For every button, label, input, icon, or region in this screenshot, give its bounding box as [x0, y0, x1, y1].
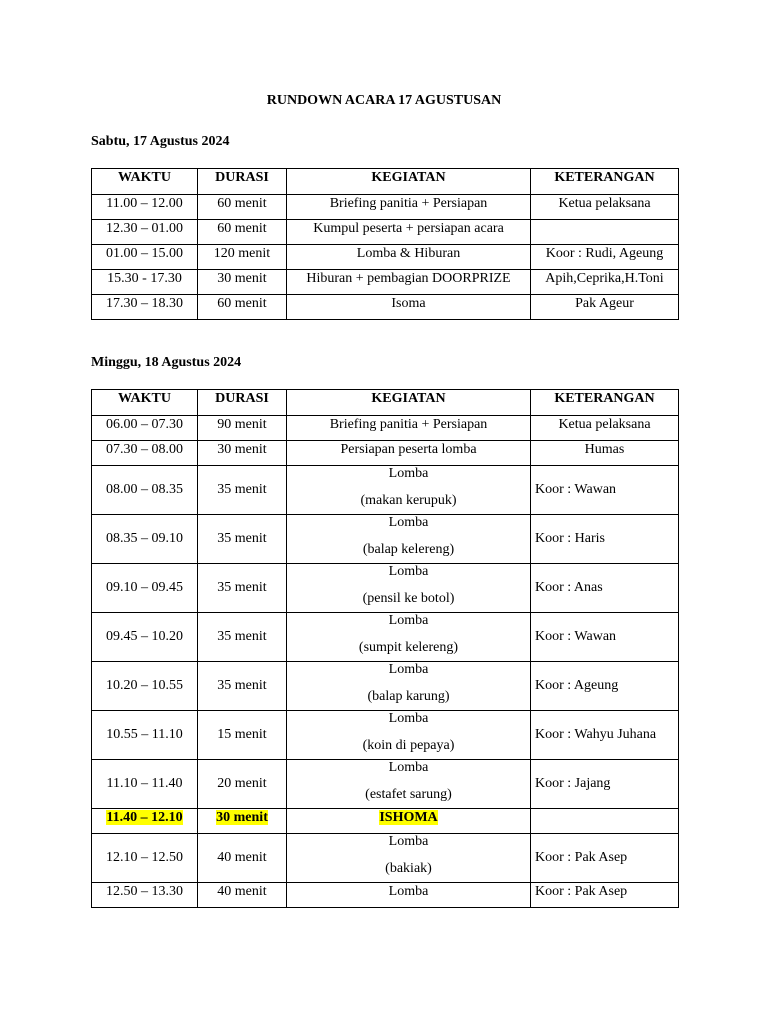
cell-keterangan: Koor : Wawan [531, 466, 679, 515]
activity-name: Lomba [388, 711, 429, 726]
cell-kegiatan: Kumpul peserta + persiapan acara [287, 220, 531, 245]
cell-durasi: 35 menit [198, 613, 287, 662]
cell-keterangan [531, 220, 679, 245]
cell-waktu: 12.10 – 12.50 [92, 834, 198, 883]
cell-waktu: 17.30 – 18.30 [92, 295, 198, 320]
header-waktu: WAKTU [92, 390, 198, 416]
cell-waktu: 12.30 – 01.00 [92, 220, 198, 245]
cell-kegiatan: Briefing panitia + Persiapan [287, 195, 531, 220]
highlighted-text: 11.40 – 12.10 [106, 810, 183, 825]
highlighted-text: ISHOMA [379, 810, 438, 825]
activity-detail: (sumpit kelereng) [358, 640, 459, 655]
cell-waktu: 01.00 – 15.00 [92, 245, 198, 270]
cell-waktu: 07.30 – 08.00 [92, 441, 198, 466]
table-row [92, 220, 679, 245]
cell-keterangan: Ketua pelaksana [531, 416, 679, 441]
cell-kegiatan [287, 515, 531, 564]
cell-keterangan: Apih,Ceprika,H.Toni [531, 270, 679, 295]
cell-waktu: 09.10 – 09.45 [92, 564, 198, 613]
cell-durasi: 15 menit [198, 711, 287, 760]
cell-durasi: 35 menit [198, 466, 287, 515]
table-row [92, 564, 679, 613]
cell-durasi: 20 menit [198, 760, 287, 809]
activity-name: Lomba [388, 564, 429, 579]
table-row [92, 295, 679, 320]
table-row [92, 195, 679, 220]
cell-waktu: 10.20 – 10.55 [92, 662, 198, 711]
table-row [92, 834, 679, 883]
table-row [92, 270, 679, 295]
cell-waktu: 06.00 – 07.30 [92, 416, 198, 441]
cell-waktu: 11.00 – 12.00 [92, 195, 198, 220]
cell-keterangan [531, 809, 679, 834]
table-row [92, 760, 679, 809]
activity-detail: (koin di pepaya) [362, 738, 455, 753]
highlighted-text: 30 menit [216, 810, 268, 825]
activity-name: Lomba [388, 613, 429, 628]
cell-keterangan: Koor : Pak Asep [531, 834, 679, 883]
table-row [92, 416, 679, 441]
table-row [92, 883, 679, 908]
cell-kegiatan: Isoma [287, 295, 531, 320]
cell-kegiatan: Lomba [287, 883, 531, 908]
cell-keterangan: Humas [531, 441, 679, 466]
table-row [92, 662, 679, 711]
activity-detail: (pensil ke botol) [362, 591, 455, 606]
activity-detail: (estafet sarung) [365, 787, 452, 802]
cell-kegiatan [287, 760, 531, 809]
cell-durasi: 35 menit [198, 564, 287, 613]
cell-keterangan: Koor : Haris [531, 515, 679, 564]
cell-keterangan: Koor : Wawan [531, 613, 679, 662]
header-kegiatan: KEGIATAN [287, 169, 531, 195]
table-header-row [92, 169, 679, 195]
saturday-schedule-table [91, 168, 679, 320]
table-row [92, 613, 679, 662]
document-title: RUNDOWN ACARA 17 AGUSTUSAN [266, 93, 502, 108]
cell-keterangan: Koor : Anas [531, 564, 679, 613]
table-row [92, 441, 679, 466]
cell-kegiatan: Briefing panitia + Persiapan [287, 416, 531, 441]
cell-kegiatan [287, 834, 531, 883]
day2-heading: Minggu, 18 Agustus 2024 [91, 355, 242, 370]
cell-kegiatan [287, 564, 531, 613]
cell-keterangan: Koor : Jajang [531, 760, 679, 809]
cell-durasi: 30 menit [198, 441, 287, 466]
cell-durasi: 60 menit [198, 195, 287, 220]
cell-kegiatan: Persiapan peserta lomba [287, 441, 531, 466]
cell-waktu: 11.10 – 11.40 [92, 760, 198, 809]
cell-keterangan: Pak Ageur [531, 295, 679, 320]
cell-durasi: 120 menit [198, 245, 287, 270]
cell-keterangan: Koor : Rudi, Ageung [531, 245, 679, 270]
activity-name: Lomba [388, 466, 429, 481]
cell-waktu [92, 809, 198, 834]
cell-waktu: 08.00 – 08.35 [92, 466, 198, 515]
header-waktu: WAKTU [92, 169, 198, 195]
cell-durasi [198, 809, 287, 834]
table-row [92, 466, 679, 515]
cell-waktu: 09.45 – 10.20 [92, 613, 198, 662]
cell-keterangan: Ketua pelaksana [531, 195, 679, 220]
cell-kegiatan [287, 466, 531, 515]
activity-name: Lomba [388, 662, 429, 677]
cell-waktu: 10.55 – 11.10 [92, 711, 198, 760]
sunday-schedule-table [91, 389, 679, 908]
table-header-row [92, 390, 679, 416]
cell-waktu: 08.35 – 09.10 [92, 515, 198, 564]
table-row-highlighted [92, 809, 679, 834]
table-row [92, 245, 679, 270]
cell-kegiatan [287, 613, 531, 662]
activity-name: Lomba [388, 515, 429, 530]
header-durasi: DURASI [198, 169, 287, 195]
cell-durasi: 40 menit [198, 834, 287, 883]
cell-kegiatan [287, 662, 531, 711]
cell-durasi: 35 menit [198, 515, 287, 564]
cell-durasi: 40 menit [198, 883, 287, 908]
cell-durasi: 60 menit [198, 220, 287, 245]
table-row [92, 711, 679, 760]
cell-waktu: 15.30 - 17.30 [92, 270, 198, 295]
activity-detail: (bakiak) [385, 861, 432, 876]
cell-keterangan: Koor : Ageung [531, 662, 679, 711]
cell-durasi: 35 menit [198, 662, 287, 711]
cell-kegiatan: Hiburan + pembagian DOORPRIZE [287, 270, 531, 295]
day1-heading: Sabtu, 17 Agustus 2024 [91, 134, 230, 149]
cell-kegiatan: Lomba & Hiburan [287, 245, 531, 270]
cell-kegiatan [287, 711, 531, 760]
header-keterangan: KETERANGAN [531, 169, 679, 195]
activity-detail: (makan kerupuk) [360, 493, 457, 508]
activity-name: Lomba [388, 834, 429, 849]
cell-durasi: 60 menit [198, 295, 287, 320]
header-durasi: DURASI [198, 390, 287, 416]
header-kegiatan: KEGIATAN [287, 390, 531, 416]
table-row [92, 515, 679, 564]
activity-name: Lomba [388, 760, 429, 775]
header-keterangan: KETERANGAN [531, 390, 679, 416]
cell-kegiatan [287, 809, 531, 834]
cell-keterangan: Koor : Wahyu Juhana [531, 711, 679, 760]
cell-durasi: 30 menit [198, 270, 287, 295]
cell-durasi: 90 menit [198, 416, 287, 441]
activity-detail: (balap kelereng) [362, 542, 455, 557]
activity-detail: (balap karung) [367, 689, 450, 704]
cell-waktu: 12.50 – 13.30 [92, 883, 198, 908]
cell-keterangan: Koor : Pak Asep [531, 883, 679, 908]
